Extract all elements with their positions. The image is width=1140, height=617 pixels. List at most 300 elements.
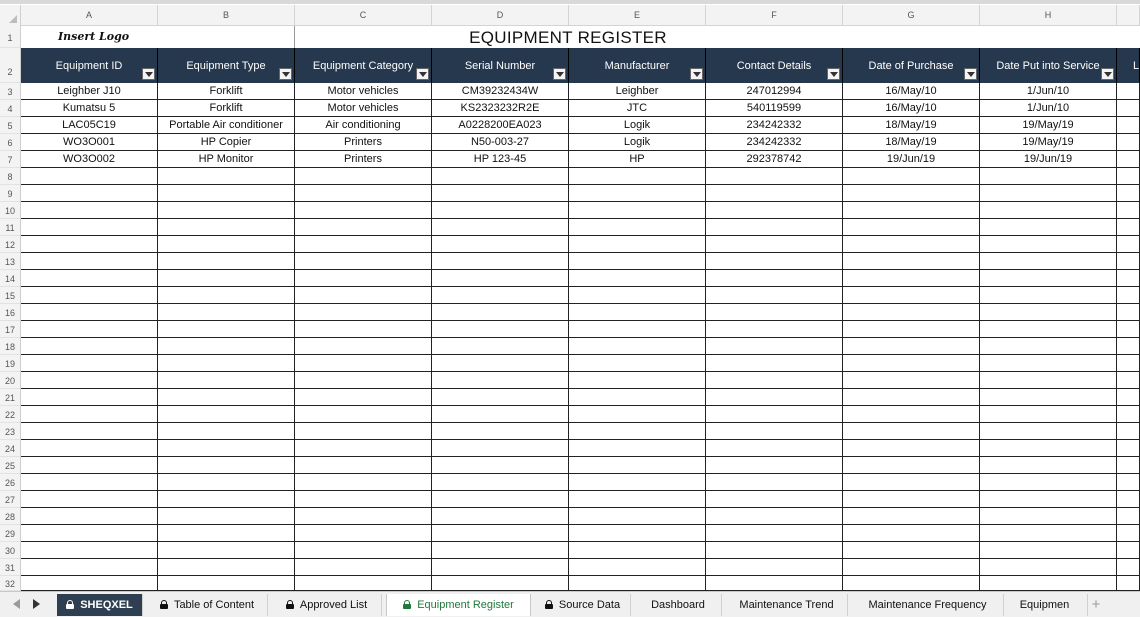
table-cell[interactable] bbox=[1117, 168, 1140, 185]
row-number[interactable]: 14 bbox=[0, 270, 21, 287]
table-cell[interactable]: HP Monitor bbox=[158, 151, 295, 168]
table-cell[interactable] bbox=[295, 304, 432, 321]
table-cell[interactable] bbox=[21, 253, 158, 270]
table-cell[interactable] bbox=[432, 355, 569, 372]
table-cell[interactable] bbox=[1117, 389, 1140, 406]
table-cell[interactable] bbox=[432, 508, 569, 525]
sheet-tab[interactable] bbox=[147, 594, 268, 616]
table-cell[interactable] bbox=[295, 321, 432, 338]
filter-dropdown-icon[interactable] bbox=[827, 68, 840, 80]
filter-dropdown-icon[interactable] bbox=[142, 68, 155, 80]
table-cell[interactable] bbox=[295, 406, 432, 423]
table-cell[interactable]: 1/Jun/10 bbox=[980, 100, 1117, 117]
table-cell[interactable] bbox=[980, 219, 1117, 236]
column-letter[interactable]: B bbox=[158, 5, 295, 26]
table-cell[interactable] bbox=[295, 168, 432, 185]
table-cell[interactable] bbox=[569, 457, 706, 474]
table-cell[interactable] bbox=[843, 185, 980, 202]
table-cell[interactable] bbox=[432, 440, 569, 457]
row-number[interactable]: 26 bbox=[0, 474, 21, 491]
column-header[interactable] bbox=[432, 48, 569, 83]
table-cell[interactable] bbox=[432, 525, 569, 542]
table-cell[interactable] bbox=[1117, 202, 1140, 219]
table-cell[interactable]: Forklift bbox=[158, 83, 295, 100]
table-cell[interactable] bbox=[706, 542, 843, 559]
table-cell[interactable] bbox=[21, 423, 158, 440]
column-header[interactable] bbox=[1117, 48, 1140, 83]
table-cell[interactable] bbox=[569, 372, 706, 389]
table-cell[interactable] bbox=[843, 491, 980, 508]
table-cell[interactable] bbox=[569, 338, 706, 355]
table-cell[interactable]: 16/May/10 bbox=[843, 83, 980, 100]
table-cell[interactable] bbox=[980, 423, 1117, 440]
table-cell[interactable]: Motor vehicles bbox=[295, 100, 432, 117]
table-cell[interactable] bbox=[295, 508, 432, 525]
table-cell[interactable] bbox=[295, 576, 432, 591]
table-cell[interactable] bbox=[432, 491, 569, 508]
table-cell[interactable] bbox=[21, 372, 158, 389]
table-cell[interactable]: CM39232434W bbox=[432, 83, 569, 100]
table-cell[interactable] bbox=[569, 304, 706, 321]
table-cell[interactable] bbox=[980, 236, 1117, 253]
table-cell[interactable] bbox=[843, 440, 980, 457]
table-cell[interactable] bbox=[295, 474, 432, 491]
table-cell[interactable] bbox=[158, 321, 295, 338]
table-cell[interactable] bbox=[1117, 253, 1140, 270]
column-letter[interactable]: D bbox=[432, 5, 569, 26]
table-cell[interactable] bbox=[432, 202, 569, 219]
table-cell[interactable] bbox=[706, 321, 843, 338]
table-cell[interactable] bbox=[1117, 406, 1140, 423]
table-cell[interactable]: 234242332 bbox=[706, 117, 843, 134]
column-letter[interactable]: F bbox=[706, 5, 843, 26]
table-cell[interactable] bbox=[158, 542, 295, 559]
table-cell[interactable] bbox=[21, 185, 158, 202]
table-cell[interactable]: Air conditioning bbox=[295, 117, 432, 134]
table-cell[interactable] bbox=[569, 253, 706, 270]
table-cell[interactable] bbox=[843, 372, 980, 389]
table-cell[interactable] bbox=[432, 287, 569, 304]
table-cell[interactable] bbox=[980, 253, 1117, 270]
table-cell[interactable] bbox=[980, 542, 1117, 559]
table-cell[interactable] bbox=[706, 236, 843, 253]
table-cell[interactable]: KS2323232R2E bbox=[432, 100, 569, 117]
table-cell[interactable] bbox=[21, 338, 158, 355]
table-cell[interactable] bbox=[1117, 474, 1140, 491]
table-cell[interactable]: N50-003-27 bbox=[432, 134, 569, 151]
table-cell[interactable]: 19/Jun/19 bbox=[843, 151, 980, 168]
table-cell[interactable] bbox=[158, 457, 295, 474]
table-cell[interactable] bbox=[1117, 576, 1140, 591]
table-cell[interactable] bbox=[569, 423, 706, 440]
column-letter[interactable]: C bbox=[295, 5, 432, 26]
table-cell[interactable] bbox=[980, 491, 1117, 508]
table-cell[interactable] bbox=[706, 508, 843, 525]
table-cell[interactable] bbox=[158, 253, 295, 270]
table-cell[interactable] bbox=[1117, 440, 1140, 457]
table-cell[interactable]: Forklift bbox=[158, 100, 295, 117]
table-cell[interactable] bbox=[21, 406, 158, 423]
table-cell[interactable]: Portable Air conditioner bbox=[158, 117, 295, 134]
table-cell[interactable] bbox=[432, 423, 569, 440]
table-cell[interactable] bbox=[432, 304, 569, 321]
row-number[interactable]: 7 bbox=[0, 151, 21, 168]
table-cell[interactable] bbox=[158, 508, 295, 525]
table-cell[interactable] bbox=[295, 491, 432, 508]
row-number[interactable]: 32 bbox=[0, 576, 21, 591]
table-cell[interactable] bbox=[706, 253, 843, 270]
table-cell[interactable] bbox=[706, 389, 843, 406]
table-cell[interactable] bbox=[295, 338, 432, 355]
table-cell[interactable] bbox=[706, 406, 843, 423]
table-cell[interactable] bbox=[432, 321, 569, 338]
row-number[interactable]: 11 bbox=[0, 219, 21, 236]
table-cell[interactable] bbox=[21, 287, 158, 304]
table-cell[interactable] bbox=[843, 321, 980, 338]
table-cell[interactable] bbox=[1117, 100, 1140, 117]
table-cell[interactable]: Motor vehicles bbox=[295, 83, 432, 100]
row-number[interactable]: 6 bbox=[0, 134, 21, 151]
filter-dropdown-icon[interactable] bbox=[690, 68, 703, 80]
table-cell[interactable] bbox=[569, 287, 706, 304]
table-cell[interactable] bbox=[980, 559, 1117, 576]
sheet-tab[interactable] bbox=[1002, 594, 1088, 616]
table-cell[interactable] bbox=[569, 168, 706, 185]
table-cell[interactable]: 18/May/19 bbox=[843, 134, 980, 151]
table-cell[interactable] bbox=[158, 559, 295, 576]
sheet-tab[interactable] bbox=[852, 594, 1004, 616]
table-cell[interactable] bbox=[158, 338, 295, 355]
table-cell[interactable] bbox=[980, 525, 1117, 542]
column-letter[interactable]: E bbox=[569, 5, 706, 26]
filter-dropdown-icon[interactable] bbox=[416, 68, 429, 80]
table-cell[interactable] bbox=[706, 270, 843, 287]
table-cell[interactable] bbox=[432, 219, 569, 236]
table-cell[interactable] bbox=[158, 219, 295, 236]
table-cell[interactable] bbox=[295, 559, 432, 576]
row-number[interactable]: 20 bbox=[0, 372, 21, 389]
row-number[interactable]: 16 bbox=[0, 304, 21, 321]
table-cell[interactable] bbox=[21, 457, 158, 474]
table-cell[interactable]: LAC05C19 bbox=[21, 117, 158, 134]
table-cell[interactable] bbox=[21, 236, 158, 253]
table-cell[interactable] bbox=[21, 525, 158, 542]
filter-dropdown-icon[interactable] bbox=[1101, 68, 1114, 80]
table-cell[interactable] bbox=[1117, 304, 1140, 321]
table-cell[interactable] bbox=[21, 389, 158, 406]
table-cell[interactable] bbox=[295, 440, 432, 457]
row-number[interactable]: 25 bbox=[0, 457, 21, 474]
row-number[interactable]: 17 bbox=[0, 321, 21, 338]
row-number[interactable]: 21 bbox=[0, 389, 21, 406]
column-header[interactable] bbox=[843, 48, 980, 83]
row-number[interactable]: 29 bbox=[0, 525, 21, 542]
table-cell[interactable] bbox=[158, 304, 295, 321]
chevron-right-icon[interactable] bbox=[33, 599, 40, 609]
table-cell[interactable] bbox=[1117, 372, 1140, 389]
filter-dropdown-icon[interactable] bbox=[553, 68, 566, 80]
table-cell[interactable] bbox=[980, 355, 1117, 372]
sheet-tab[interactable] bbox=[272, 594, 382, 616]
table-cell[interactable] bbox=[1117, 287, 1140, 304]
table-cell[interactable] bbox=[295, 202, 432, 219]
table-cell[interactable] bbox=[21, 168, 158, 185]
row-number[interactable]: 4 bbox=[0, 100, 21, 117]
table-cell[interactable] bbox=[569, 542, 706, 559]
table-cell[interactable] bbox=[980, 338, 1117, 355]
table-cell[interactable] bbox=[432, 389, 569, 406]
table-cell[interactable] bbox=[158, 576, 295, 591]
table-cell[interactable] bbox=[980, 576, 1117, 591]
table-cell[interactable] bbox=[980, 406, 1117, 423]
table-cell[interactable] bbox=[21, 559, 158, 576]
table-cell[interactable] bbox=[158, 202, 295, 219]
row-number[interactable]: 22 bbox=[0, 406, 21, 423]
row-number[interactable]: 31 bbox=[0, 559, 21, 576]
row-number[interactable]: 24 bbox=[0, 440, 21, 457]
table-cell[interactable] bbox=[706, 440, 843, 457]
table-cell[interactable] bbox=[706, 474, 843, 491]
table-cell[interactable] bbox=[295, 219, 432, 236]
table-cell[interactable] bbox=[21, 304, 158, 321]
table-cell[interactable] bbox=[295, 372, 432, 389]
table-cell[interactable] bbox=[1117, 491, 1140, 508]
column-header[interactable] bbox=[295, 48, 432, 83]
table-cell[interactable] bbox=[980, 440, 1117, 457]
table-cell[interactable] bbox=[569, 355, 706, 372]
table-cell[interactable]: WO3O002 bbox=[21, 151, 158, 168]
table-cell[interactable]: 292378742 bbox=[706, 151, 843, 168]
column-letter[interactable]: A bbox=[21, 5, 158, 26]
table-cell[interactable] bbox=[432, 372, 569, 389]
table-cell[interactable] bbox=[980, 321, 1117, 338]
table-cell[interactable] bbox=[1117, 542, 1140, 559]
table-cell[interactable] bbox=[569, 474, 706, 491]
table-cell[interactable] bbox=[1117, 219, 1140, 236]
table-cell[interactable]: Printers bbox=[295, 134, 432, 151]
table-cell[interactable] bbox=[706, 491, 843, 508]
table-cell[interactable] bbox=[21, 474, 158, 491]
table-cell[interactable] bbox=[569, 321, 706, 338]
table-cell[interactable] bbox=[706, 219, 843, 236]
row-number[interactable]: 12 bbox=[0, 236, 21, 253]
table-cell[interactable] bbox=[706, 525, 843, 542]
table-cell[interactable] bbox=[432, 253, 569, 270]
table-cell[interactable] bbox=[432, 576, 569, 591]
table-cell[interactable] bbox=[158, 270, 295, 287]
table-cell[interactable] bbox=[21, 202, 158, 219]
table-cell[interactable] bbox=[432, 168, 569, 185]
table-cell[interactable] bbox=[706, 202, 843, 219]
table-cell[interactable] bbox=[706, 304, 843, 321]
logo-placeholder[interactable]: Insert Logo bbox=[21, 26, 295, 48]
plus-icon[interactable]: + bbox=[1091, 596, 1101, 613]
column-header[interactable] bbox=[158, 48, 295, 83]
table-cell[interactable] bbox=[706, 457, 843, 474]
table-cell[interactable] bbox=[843, 457, 980, 474]
table-cell[interactable] bbox=[1117, 508, 1140, 525]
table-cell[interactable] bbox=[1117, 559, 1140, 576]
table-cell[interactable] bbox=[1117, 321, 1140, 338]
row-number[interactable]: 3 bbox=[0, 83, 21, 100]
table-cell[interactable] bbox=[569, 185, 706, 202]
table-cell[interactable]: Logik bbox=[569, 134, 706, 151]
table-cell[interactable] bbox=[1117, 185, 1140, 202]
table-cell[interactable] bbox=[706, 576, 843, 591]
table-cell[interactable]: 18/May/19 bbox=[843, 117, 980, 134]
table-cell[interactable] bbox=[295, 253, 432, 270]
row-number[interactable]: 1 bbox=[0, 26, 21, 48]
table-cell[interactable] bbox=[1117, 270, 1140, 287]
table-cell[interactable]: Leighber J10 bbox=[21, 83, 158, 100]
table-cell[interactable] bbox=[295, 236, 432, 253]
table-cell[interactable] bbox=[295, 270, 432, 287]
table-cell[interactable] bbox=[21, 440, 158, 457]
row-number[interactable]: 19 bbox=[0, 355, 21, 372]
table-cell[interactable] bbox=[158, 525, 295, 542]
table-cell[interactable] bbox=[980, 287, 1117, 304]
table-cell[interactable] bbox=[843, 355, 980, 372]
table-cell[interactable] bbox=[158, 372, 295, 389]
table-cell[interactable] bbox=[21, 219, 158, 236]
filter-dropdown-icon[interactable] bbox=[279, 68, 292, 80]
table-cell[interactable] bbox=[569, 559, 706, 576]
table-cell[interactable] bbox=[980, 389, 1117, 406]
table-cell[interactable]: 16/May/10 bbox=[843, 100, 980, 117]
table-cell[interactable] bbox=[843, 559, 980, 576]
table-cell[interactable] bbox=[706, 287, 843, 304]
table-cell[interactable] bbox=[432, 270, 569, 287]
table-cell[interactable] bbox=[1117, 338, 1140, 355]
column-letter[interactable] bbox=[1117, 5, 1140, 26]
row-number[interactable]: 18 bbox=[0, 338, 21, 355]
table-cell[interactable]: 247012994 bbox=[706, 83, 843, 100]
column-letter[interactable]: G bbox=[843, 5, 980, 26]
table-cell[interactable] bbox=[295, 389, 432, 406]
table-cell[interactable] bbox=[569, 525, 706, 542]
table-cell[interactable] bbox=[158, 355, 295, 372]
table-cell[interactable] bbox=[569, 202, 706, 219]
table-cell[interactable] bbox=[158, 406, 295, 423]
table-cell[interactable] bbox=[1117, 355, 1140, 372]
table-cell[interactable] bbox=[21, 355, 158, 372]
table-cell[interactable] bbox=[158, 287, 295, 304]
table-cell[interactable] bbox=[706, 423, 843, 440]
table-cell[interactable] bbox=[843, 304, 980, 321]
table-cell[interactable] bbox=[21, 576, 158, 591]
table-cell[interactable] bbox=[1117, 423, 1140, 440]
table-cell[interactable] bbox=[432, 559, 569, 576]
table-cell[interactable] bbox=[843, 219, 980, 236]
table-cell[interactable] bbox=[569, 406, 706, 423]
table-cell[interactable] bbox=[21, 542, 158, 559]
table-cell[interactable] bbox=[295, 542, 432, 559]
table-cell[interactable] bbox=[980, 168, 1117, 185]
column-header[interactable] bbox=[706, 48, 843, 83]
table-cell[interactable] bbox=[21, 491, 158, 508]
table-cell[interactable] bbox=[21, 508, 158, 525]
table-cell[interactable] bbox=[980, 474, 1117, 491]
table-cell[interactable]: 234242332 bbox=[706, 134, 843, 151]
chevron-left-icon[interactable] bbox=[13, 599, 20, 609]
sheet-tab[interactable] bbox=[386, 594, 531, 616]
row-number[interactable]: 2 bbox=[0, 48, 21, 83]
table-cell[interactable] bbox=[1117, 151, 1140, 168]
table-cell[interactable] bbox=[569, 440, 706, 457]
table-cell[interactable] bbox=[706, 185, 843, 202]
row-number[interactable]: 30 bbox=[0, 542, 21, 559]
table-cell[interactable]: 19/May/19 bbox=[980, 134, 1117, 151]
table-cell[interactable] bbox=[843, 576, 980, 591]
table-cell[interactable]: Leighber bbox=[569, 83, 706, 100]
column-header[interactable] bbox=[21, 48, 158, 83]
sheet-tab[interactable] bbox=[726, 594, 848, 616]
row-number[interactable]: 8 bbox=[0, 168, 21, 185]
table-cell[interactable] bbox=[432, 457, 569, 474]
table-cell[interactable] bbox=[21, 270, 158, 287]
table-cell[interactable] bbox=[1117, 83, 1140, 100]
table-cell[interactable] bbox=[843, 406, 980, 423]
table-cell[interactable] bbox=[295, 287, 432, 304]
filter-dropdown-icon[interactable] bbox=[964, 68, 977, 80]
row-number[interactable]: 28 bbox=[0, 508, 21, 525]
table-cell[interactable] bbox=[1117, 117, 1140, 134]
table-cell[interactable] bbox=[706, 168, 843, 185]
table-cell[interactable] bbox=[980, 372, 1117, 389]
table-cell[interactable] bbox=[843, 474, 980, 491]
table-cell[interactable] bbox=[843, 338, 980, 355]
table-cell[interactable] bbox=[1117, 236, 1140, 253]
column-letter[interactable]: H bbox=[980, 5, 1117, 26]
table-cell[interactable] bbox=[843, 423, 980, 440]
table-cell[interactable]: HP Copier bbox=[158, 134, 295, 151]
table-cell[interactable] bbox=[980, 508, 1117, 525]
row-number[interactable]: 5 bbox=[0, 117, 21, 134]
table-cell[interactable] bbox=[158, 185, 295, 202]
table-cell[interactable]: HP 123-45 bbox=[432, 151, 569, 168]
table-cell[interactable] bbox=[432, 236, 569, 253]
table-cell[interactable]: HP bbox=[569, 151, 706, 168]
table-cell[interactable] bbox=[158, 236, 295, 253]
table-cell[interactable] bbox=[569, 270, 706, 287]
table-cell[interactable] bbox=[158, 423, 295, 440]
table-cell[interactable] bbox=[843, 389, 980, 406]
sheet-tab[interactable] bbox=[57, 594, 143, 616]
table-cell[interactable]: JTC bbox=[569, 100, 706, 117]
table-cell[interactable]: 540119599 bbox=[706, 100, 843, 117]
table-cell[interactable] bbox=[1117, 457, 1140, 474]
select-all-corner[interactable] bbox=[0, 5, 21, 26]
table-cell[interactable] bbox=[432, 338, 569, 355]
row-number[interactable]: 13 bbox=[0, 253, 21, 270]
table-cell[interactable] bbox=[1117, 134, 1140, 151]
row-number[interactable]: 27 bbox=[0, 491, 21, 508]
table-cell[interactable]: Printers bbox=[295, 151, 432, 168]
row-number[interactable]: 23 bbox=[0, 423, 21, 440]
table-cell[interactable] bbox=[569, 491, 706, 508]
table-cell[interactable] bbox=[980, 185, 1117, 202]
table-cell[interactable] bbox=[432, 474, 569, 491]
table-cell[interactable] bbox=[843, 236, 980, 253]
table-cell[interactable]: 19/Jun/19 bbox=[980, 151, 1117, 168]
table-cell[interactable]: A0228200EA023 bbox=[432, 117, 569, 134]
row-number[interactable]: 9 bbox=[0, 185, 21, 202]
table-cell[interactable] bbox=[843, 202, 980, 219]
table-cell[interactable] bbox=[295, 525, 432, 542]
column-header[interactable] bbox=[569, 48, 706, 83]
table-cell[interactable] bbox=[843, 168, 980, 185]
sheet-tab[interactable] bbox=[535, 594, 631, 616]
